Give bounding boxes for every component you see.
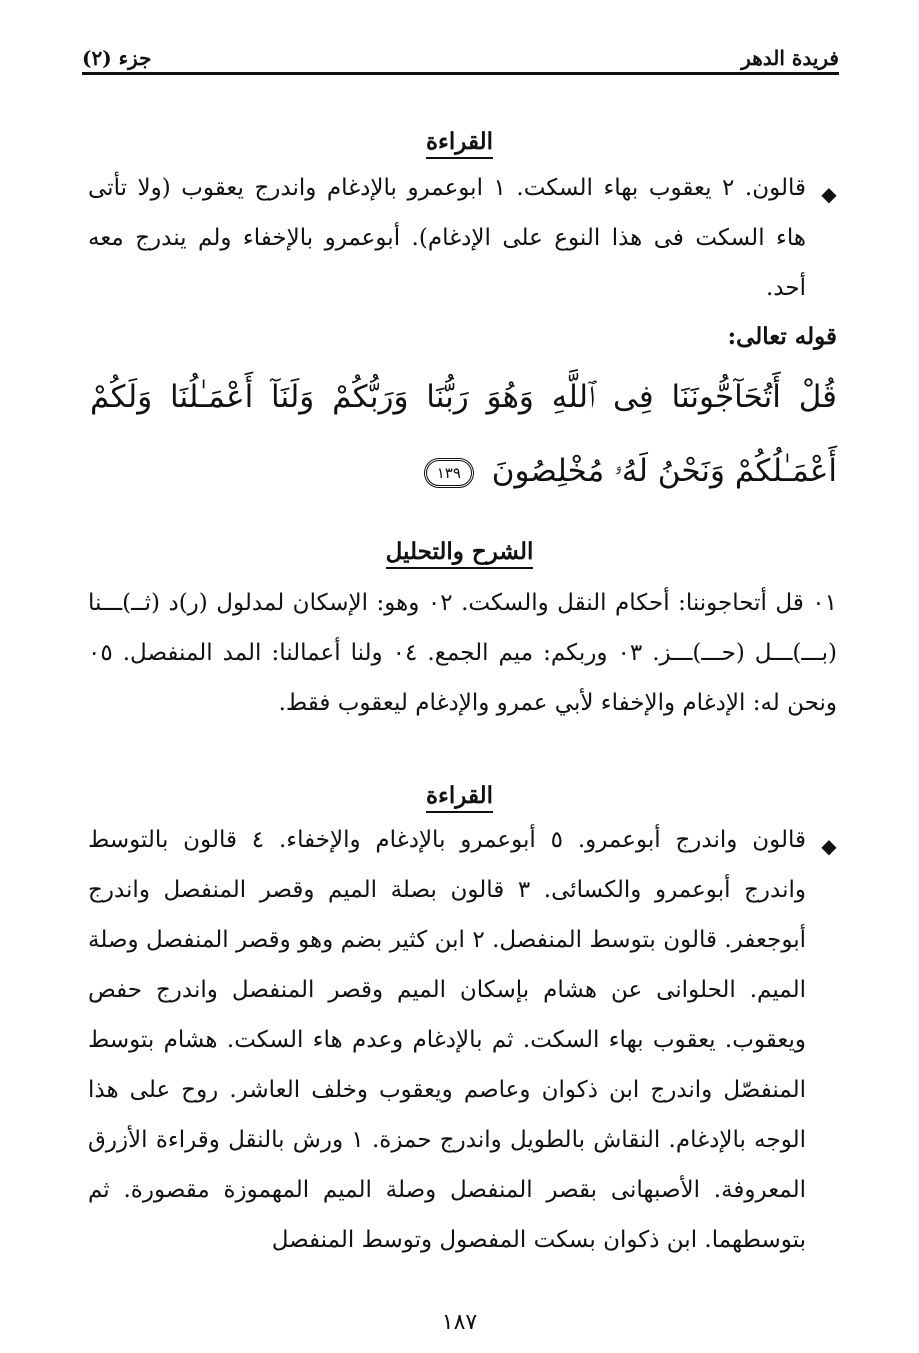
- part-number: جزء (٢): [82, 46, 152, 70]
- explanation-paragraph: ٠١ قل أتحاجوننا: أحكام النقل والسكت. ٠٢ وهو: الإسكان لمدلول (ر)د (ثــ)ـــنا (بـــ)ـــل (حـــ)ـــز. ٠٣ وربكم: ميم الجمع. ٠٤ ولنا أعمالنا: المد المنفصل. ٠٥ ونحن له: الإدغام والإخفاء لأبي عمرو والإدغام ليعقوب فقط.: [88, 590, 838, 716]
- section-heading-explanation: الشرح والتحليل: [0, 538, 919, 565]
- page-number: ١٨٧: [441, 1310, 478, 1335]
- book-title: فريدة الدهر: [741, 46, 839, 70]
- ayah-number-badge: ١٣٩: [424, 458, 474, 488]
- reading-paragraph-2: قالون واندرج أبوعمرو. ٥ أبوعمرو بالإدغام والإخفاء. ٤ قالون بالتوسط واندرج أبوعمرو والكسائى. ٣ قالون بصلة الميم وقصر المنفصل واندرج أبوجعفر. قالون بتوسط المنفصل. ٢ ابن كثير بضم وهو وقصر المنفصل وصلة الميم. الحلوانى عن هشام بإسكان الميم وقصر المنفصل واندرج حفص ويعقوب. يعقوب بهاء السكت. ثم بالإدغام وعدم هاء السكت. هشام بتوسط المنفصّل واندرج ابن ذكوان وعاصم ويعقوب وخلف العاشر. روح على هذا الوجه بالإدغام. النقاش بالطويل واندرج حمزة. ١ ورش بالنقل وقراءة الأزرق المعروفة. الأصبهانى بقصر المنفصل وصلة الميم المهموزة مقصورة. ثم بتوسطهما. ابن ذكوان بسكت المفصول وتوسط المنفصل: [88, 827, 806, 1253]
- section-heading-reading-1: القراءة: [0, 128, 919, 155]
- diamond-bullet-icon: ◆: [821, 834, 837, 858]
- section-heading-reading-2: القراءة: [0, 782, 919, 809]
- reading-paragraph-1: قالون. ٢ يعقوب بهاء السكت. ١ ابوعمرو بالإدغام واندرج يعقوب (ولا تأتى هاء السكت فى هذا النوع على الإدغام). أبوعمرو بالإخفاء ولم يندرج معه أحد.: [88, 175, 807, 301]
- running-header: [82, 44, 839, 75]
- verse-text: قُلْ أَتُحَآجُّونَنَا فِى ٱللَّهِ وَهُوَ رَبُّنَا وَرَبُّكُمْ وَلَنَآ أَعْمَـٰلُنَا وَلَكُمْ أَعْمَـٰلُكُمْ وَنَحْنُ لَهُۥ مُخْلِصُونَ: [90, 379, 837, 489]
- quran-verse: [90, 360, 837, 508]
- verse-intro-label: قوله تعالى:: [727, 323, 837, 350]
- diamond-bullet-icon: ◆: [821, 182, 837, 206]
